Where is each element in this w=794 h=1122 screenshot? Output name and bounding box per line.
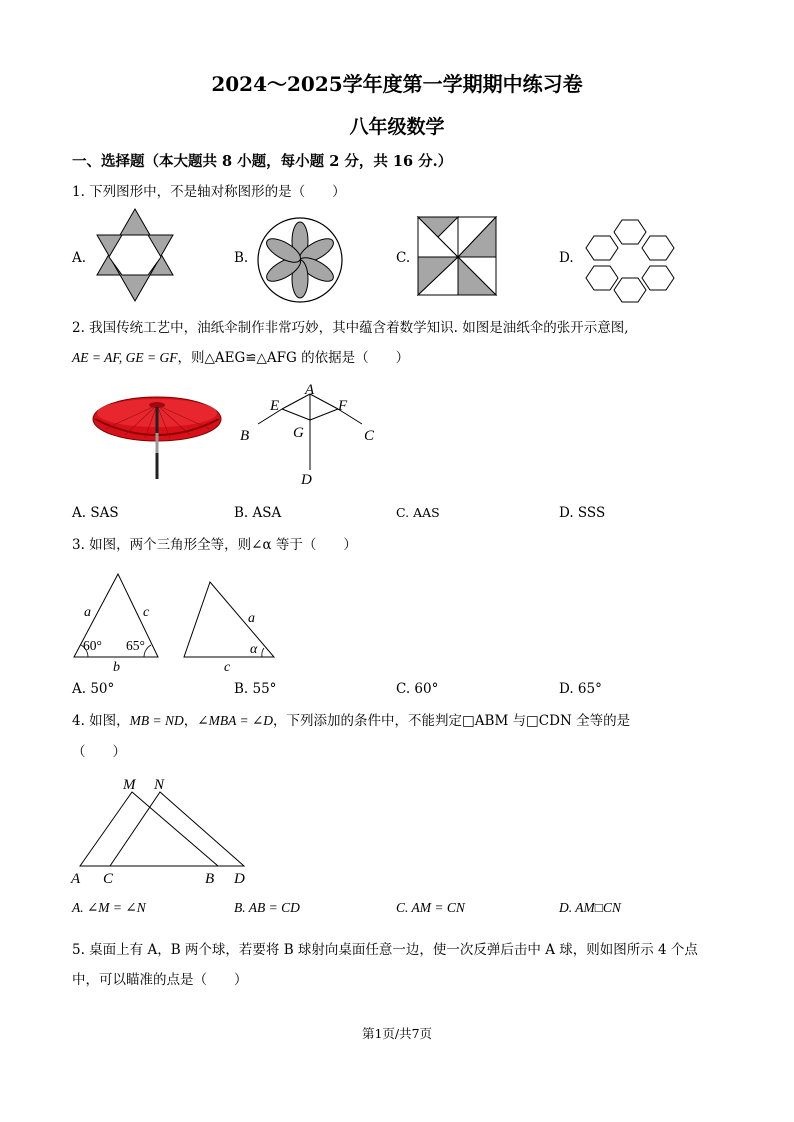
q2-question-tail: ，则△AEG≌△AFG 的依据是（ ） — [177, 350, 410, 366]
q2-condition: AE = AF, GE = GF — [72, 350, 178, 365]
q4-prefix: 4. 如图， — [72, 713, 130, 729]
q3-right-side-a: a — [248, 611, 255, 626]
q3-triangle-left — [68, 568, 168, 673]
q2-option-a: A. SAS — [72, 505, 119, 521]
question-2-line1: 2. 我国传统工艺中，油纸伞制作非常巧妙，其中蕴含着数学知识. 如图是油纸伞的张开示意图, — [72, 320, 629, 336]
q1-figure-b-flower — [255, 215, 345, 305]
q4-condition-2: ∠MBA = ∠D — [197, 713, 274, 728]
q4-triangles-diagram — [68, 772, 258, 887]
q2-label-c: C — [364, 428, 375, 444]
q2-label-f: F — [338, 398, 348, 414]
q2-option-c: C. AAS — [396, 505, 440, 520]
q4-option-a: A. ∠M = ∠N — [72, 900, 146, 915]
q2-label-e: E — [270, 398, 280, 414]
q3-right-angle-alpha: α — [250, 642, 258, 657]
question-4-line2: （ ） — [72, 744, 126, 760]
q3-triangle-right — [180, 578, 280, 673]
q1-figure-a-star — [90, 206, 180, 306]
question-2-line2 — [72, 348, 409, 368]
question-1-text: 1. 下列图形中，不是轴对称图形的是（ ） — [72, 184, 346, 200]
exam-title: 2024～2025学年度第一学期期中练习卷 — [211, 72, 583, 96]
q2-umbrella-photo — [90, 393, 225, 483]
q4-question-tail: ，下列添加的条件中，不能判定□ABM 与□CDN 全等的是 — [273, 713, 631, 729]
q4-label-c: C — [103, 871, 114, 887]
q2-label-a: A — [305, 382, 315, 398]
q3-right-side-c: c — [224, 660, 231, 675]
q3-option-a: A. 50° — [72, 681, 115, 697]
q1-figure-c-pinwheel — [418, 217, 498, 297]
q4-option-b: B. AB = CD — [234, 900, 300, 915]
q1-option-d-label: D. — [559, 250, 574, 266]
q4-condition-1: MB = ND — [129, 713, 184, 728]
q3-left-side-a: a — [84, 605, 91, 620]
q3-left-angle-65: 65° — [126, 638, 145, 653]
section-heading: 一、选择题（本大题共 8 小题，每小题 2 分，共 16 分.） — [72, 153, 453, 170]
q3-option-b: B. 55° — [234, 681, 277, 697]
q4-option-d: D. AM□CN — [559, 900, 621, 915]
q2-option-b: B. ASA — [234, 505, 282, 521]
q2-label-g: G — [293, 425, 304, 441]
q4-label-a: A — [71, 871, 81, 887]
q3-left-side-b: b — [113, 660, 120, 675]
q3-option-d: D. 65° — [559, 681, 602, 697]
question-5-line2: 中，可以瞄准的点是（ ） — [72, 972, 248, 988]
q4-option-c: C. AM = CN — [396, 900, 465, 915]
question-3-text: 3. 如图，两个三角形全等，则∠α 等于（ ） — [72, 537, 357, 553]
exam-subtitle: 八年级数学 — [349, 116, 445, 138]
q1-option-b-label: B. — [234, 250, 249, 266]
q2-umbrella-diagram — [238, 380, 388, 490]
question-4-line1 — [72, 711, 630, 731]
q4-separator: ， — [183, 713, 198, 729]
q2-label-b: B — [240, 428, 250, 444]
q1-figure-d-hexagons — [580, 216, 680, 306]
q4-label-d: D — [234, 871, 245, 887]
q1-option-a-label: A. — [72, 250, 87, 266]
q3-option-c: C. 60° — [396, 681, 439, 697]
q4-label-b: B — [205, 871, 215, 887]
q4-label-n: N — [154, 777, 165, 793]
q1-option-c-label: C. — [396, 250, 411, 266]
q3-left-angle-60: 60° — [83, 638, 102, 653]
page-footer: 第1页/共7页 — [361, 1026, 433, 1041]
q2-label-d: D — [301, 472, 312, 488]
question-5-line1: 5. 桌面上有 A，B 两个球，若要将 B 球射向桌面任意一边，使一次反弹后击中 A 球，则如图所示 4 个点 — [72, 942, 698, 958]
q3-left-side-c: c — [143, 605, 150, 620]
q4-label-m: M — [123, 777, 136, 793]
q2-option-d: D. SSS — [559, 505, 606, 521]
